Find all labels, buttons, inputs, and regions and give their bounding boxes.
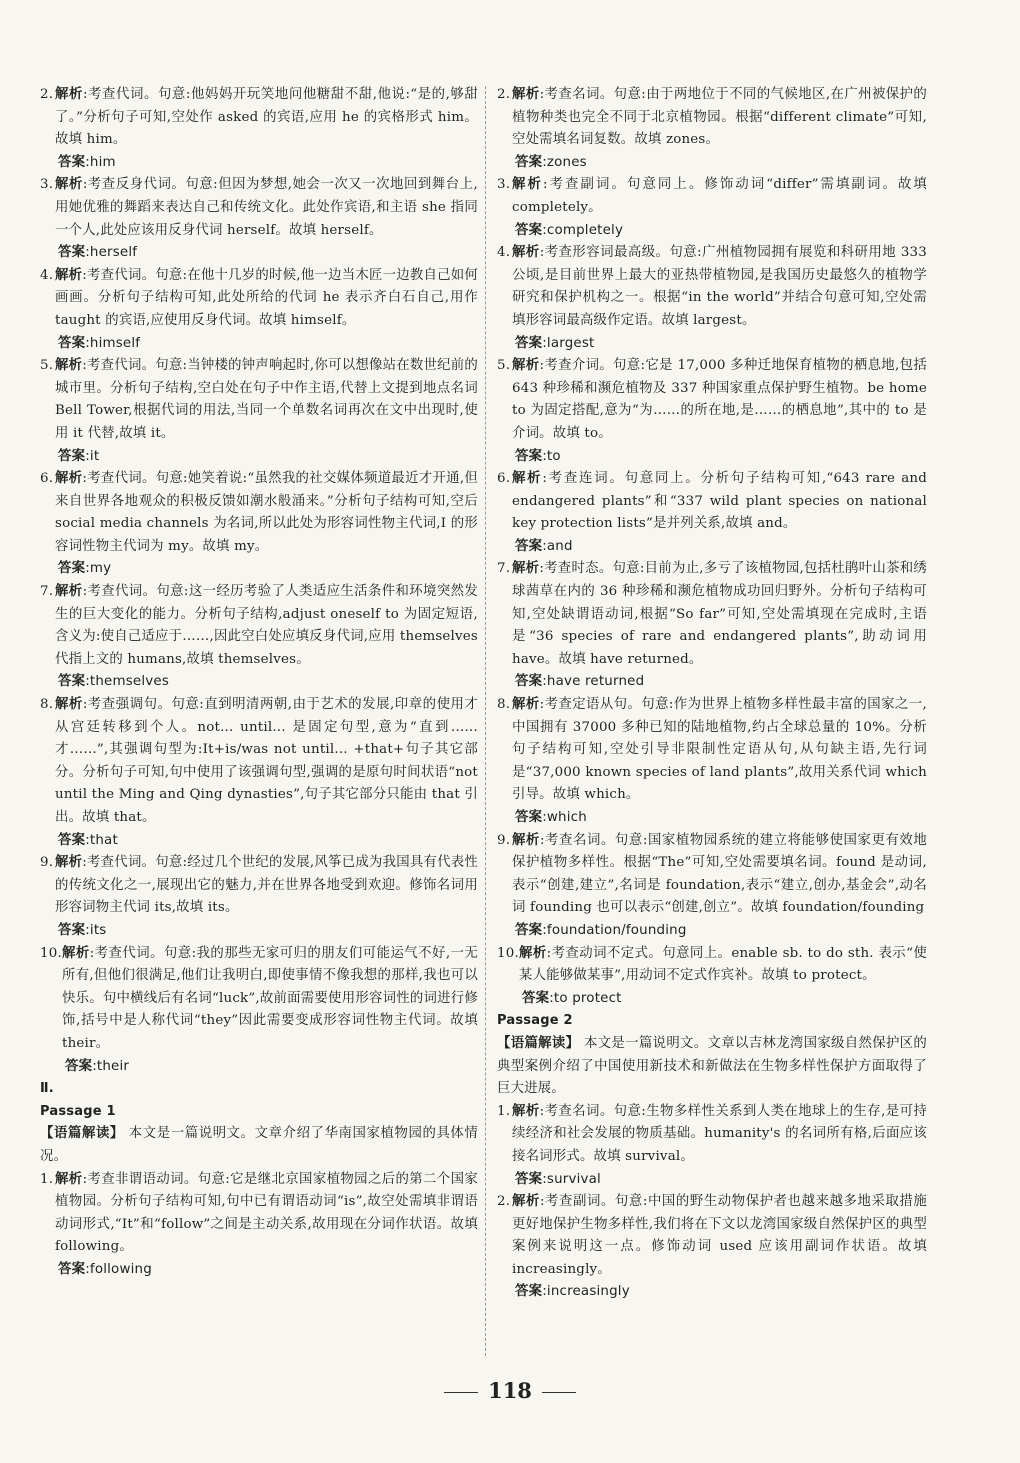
- question-item: [40, 581, 478, 671]
- answer-value: :survival: [542, 1171, 601, 1187]
- answer-line: [40, 671, 478, 694]
- analysis-text: :考查代词。句意:经过几个世纪的发展,风筝已成为我国具有代表性的传统文化之一,展现出它的魅力,并在世界各地受到欢迎。修饰名词用形容词物主代词 its,故填 its。: [55, 855, 478, 916]
- question-number: 3.: [497, 177, 511, 193]
- analysis-text: :考查代词。句意:他妈妈开玩笑地问他糖甜不甜,他说:“是的,够甜了。”分析句子可知,空处作 asked 的宾语,应用 he 的宾格形式 him。故填 him。: [55, 87, 479, 148]
- answer-line: [40, 1056, 478, 1079]
- question-number: 2.: [40, 87, 54, 102]
- answer-label: 答案: [515, 674, 543, 690]
- analysis-label: 解析: [512, 471, 543, 487]
- column-divider: [485, 86, 486, 1356]
- question-number: 2.: [497, 1194, 511, 1210]
- answer-label: 答案: [515, 154, 543, 170]
- question-item: [40, 355, 478, 445]
- analysis-label: 解析: [55, 1171, 83, 1187]
- question-number: 9.: [40, 855, 54, 871]
- page-number: [0, 1378, 1020, 1403]
- question-item: [40, 943, 478, 1056]
- analysis-label: 解析: [55, 855, 83, 871]
- question-number: 7.: [40, 584, 54, 600]
- answer-label: 答案: [515, 222, 543, 238]
- analysis-text: :考查名词。句意:生物多样性关系到人类在地球上的生存,是可持续经济和社会发展的物质基础。humanity's 的名词所有格,后面应该接名词形式。故填 survival。: [512, 1103, 927, 1164]
- question-item: [40, 694, 478, 830]
- passage-title: Passage 2: [497, 1013, 573, 1029]
- answer-value: :herself: [85, 245, 138, 261]
- answer-label: 答案: [58, 1261, 86, 1277]
- passage-title: Passage 1: [40, 1103, 116, 1119]
- analysis-text: :考查副词。句意同上。修饰动词“differ”需填副词。故填 completely。: [512, 177, 928, 215]
- answer-line: [40, 152, 478, 175]
- analysis-label: 解析: [55, 471, 83, 487]
- answer-value: :its: [85, 922, 107, 938]
- analysis-text: :考查时态。句意:目前为止,多亏了该植物园,包括杜鹃叶山茶和绣球茜草在内的 36 种珍稀和濒危植物成功回归野外。分析句子结构可知,空处缺谓语动词,根据“So far”可知,空处需填现在完成时,主语是“36 species of rare and endangered plants”,助动词用 have。故填 have returned。: [512, 561, 927, 667]
- question-number: 7.: [497, 561, 511, 577]
- answer-label: 答案: [58, 154, 86, 170]
- answer-value: :which: [542, 810, 587, 825]
- question-number: 5.: [497, 358, 511, 374]
- question-number: 4.: [497, 245, 511, 261]
- question-number: 1.: [40, 1171, 54, 1187]
- answer-line: [497, 1281, 927, 1304]
- answer-line: [497, 807, 927, 830]
- question-item: [497, 694, 927, 807]
- page-number-dash-right: [542, 1392, 576, 1393]
- analysis-text: :考查副词。句意:中国的野生动物保护者也越来越多地采取措施更好地保护生物多样性,我们将在下文以龙湾国家级自然保护区的典型案例来说明这一点。修饰动词 used 应该用副词作状语。故填 increasingly。: [512, 1194, 927, 1277]
- analysis-label: 解析: [519, 945, 547, 961]
- answer-value: :foundation/founding: [542, 922, 687, 938]
- question-item: [497, 558, 927, 671]
- answer-value: :it: [85, 448, 100, 464]
- analysis-text: :考查介词。句意:它是 17,000 多种迁地保育植物的栖息地,包括 643 种珍稀和濒危植物及 337 种国家重点保护野生植物。be home to 为固定搭配,意为“为……的所在地,是……的栖息地”,其中的 to 是介词。故填 to。: [512, 358, 927, 441]
- question-item: [497, 830, 927, 920]
- answer-label: 答案: [58, 245, 86, 261]
- question-item: [40, 1169, 478, 1259]
- answer-label: 答案: [65, 1058, 93, 1074]
- analysis-label: 解析: [512, 1103, 540, 1119]
- question-number: 4.: [40, 267, 54, 283]
- analysis-label: 解析: [55, 358, 83, 374]
- summary-text: 本文是一篇说明文。文章以吉林龙湾国家级自然保护区的典型案例介绍了中国使用新技术和新做法在生物多样性保护方面取得了巨大进展。: [497, 1035, 927, 1097]
- answer-value: :have returned: [542, 674, 645, 690]
- analysis-label: 解析: [55, 267, 83, 283]
- analysis-label: 解析: [512, 245, 540, 261]
- answer-label: 答案: [515, 448, 543, 464]
- answer-value: :himself: [85, 335, 141, 351]
- analysis-label: 解析: [55, 697, 83, 713]
- question-number: 8.: [40, 697, 54, 713]
- analysis-label: 解析: [55, 87, 83, 102]
- summary-label: 【语篇解读】: [497, 1035, 580, 1051]
- question-item: [497, 1101, 927, 1169]
- analysis-label: 解析: [62, 945, 90, 961]
- analysis-text: :考查代词。句意:这一经历考验了人类适应生活条件和环境突然发生的巨大变化的能力。分析句子结构,adjust oneself to 为固定短语,含义为:使自己适应于……,因此空白处应填反身代词,应用 themselves 代指上文的 humans,故填 themselves。: [55, 584, 478, 667]
- answer-line: [497, 446, 927, 469]
- answer-line: [497, 671, 927, 694]
- analysis-label: 解析: [512, 832, 540, 848]
- analysis-text: :考查代词。句意:我的那些无家可归的朋友们可能运气不好,一无所有,但他们很满足,他们让我明白,即使事情不像我想的那样,我也可以快乐。句中横线后有名词“luck”,故前面需要使用形容词性的词进行修饰,括号中是人称代词“they”因此需要变成形容词性物主代词。故填 their。: [62, 945, 478, 1051]
- analysis-label: 解析: [55, 584, 83, 600]
- question-number: 2.: [497, 87, 511, 102]
- analysis-text: :考查代词。句意:当钟楼的钟声响起时,你可以想像站在数世纪前的城市里。分析句子结构,空白处在句子中作主语,代替上文提到地点名词 Bell Tower,根据代词的用法,当同一个单数名词再次在文中出现时,使用 it 代替,故填 it。: [55, 358, 478, 441]
- question-item: [497, 1191, 927, 1281]
- question-number: 9.: [497, 832, 511, 848]
- answer-label: 答案: [58, 832, 86, 848]
- question-item: [40, 174, 478, 242]
- analysis-label: 解析: [512, 561, 540, 577]
- analysis-label: 解析: [512, 177, 543, 193]
- analysis-label: 解析: [55, 177, 83, 193]
- answer-line: [497, 152, 927, 175]
- analysis-text: :考查名词。句意:国家植物园系统的建立将能够使国家更有效地保护植物多样性。根据“The”可知,空处需要填名词。found 是动词,表示“创建,建立”,名词是 foundation,表示“建立,创办,基金会”,动名词 founding 也可以表示“创建,创立”。故填 foundation/founding: [512, 832, 927, 916]
- answer-value: :completely: [542, 222, 624, 238]
- analysis-label: 解析: [512, 1194, 540, 1210]
- left-column: [40, 84, 478, 1281]
- section-roman-heading: Ⅱ.: [40, 1081, 54, 1097]
- answer-value: :following: [85, 1261, 152, 1277]
- answer-value: :largest: [542, 335, 595, 351]
- analysis-label: 解析: [512, 358, 540, 374]
- analysis-text: :考查强调句。句意:直到明清两朝,由于艺术的发展,印章的使用才从宫廷转移到个人。not... until... 是固定句型,意为“直到……才……”,其强调句型为:It+is/was not until... +that+句子其它部分。分析句子可知,句中使用了该强调句型,强调的是原句时间状语“not until the Ming and Qing dynasties”,句子其它部分只能由 that 引出。故填 that。: [55, 697, 478, 825]
- analysis-text: :考查反身代词。句意:但因为梦想,她会一次又一次地回到舞台上,用她优雅的舞蹈来表达自己和传统文化。此处作宾语,和主语 she 指同一个人,此处应该用反身代词 herself。故填 herself。: [55, 177, 478, 238]
- analysis-text: :考查形容词最高级。句意:广州植物园拥有展览和科研用地 333 公顷,是目前世界上最大的亚热带植物园,是我国历史最悠久的植物学研究和保护机构之一。根据“in the world”并结合句意可知,空处需填形容词最高级作定语。故填 largest。: [512, 245, 927, 328]
- answer-line: [40, 830, 478, 853]
- analysis-text: :考查名词。句意:由于两地位于不同的气候地区,在广州被保护的植物种类也完全不同于北京植物园。根据“different climate”可知,空处需填名词复数。故填 zones。: [512, 87, 927, 148]
- analysis-text: :考查动词不定式。句意同上。enable sb. to do sth. 表示“使某人能够做某事”,用动词不定式作宾补。故填 to protect。: [519, 945, 927, 984]
- answer-label: 答案: [58, 335, 86, 351]
- question-item: [40, 852, 478, 920]
- question-item: [497, 174, 927, 219]
- answer-label: 答案: [515, 1284, 543, 1300]
- question-item: [497, 943, 927, 988]
- answer-value: :increasingly: [542, 1284, 630, 1300]
- question-number: 5.: [40, 358, 54, 374]
- question-number: 1.: [497, 1103, 511, 1119]
- answer-line: [40, 558, 478, 581]
- answer-line: [497, 988, 927, 1011]
- analysis-label: 解析: [512, 87, 540, 102]
- answer-value: :themselves: [85, 674, 169, 690]
- question-number: 3.: [40, 177, 54, 193]
- answer-value: :my: [85, 561, 112, 577]
- answer-label: 答案: [58, 922, 86, 938]
- answer-value: :him: [85, 154, 116, 170]
- answer-line: [497, 920, 927, 943]
- answer-value: :to: [542, 448, 561, 464]
- analysis-text: :考查代词。句意:在他十几岁的时候,他一边当木匠一边教自己如何画画。分析句子结构可知,此处所给的代词 he 表示齐白石自己,用作 taught 的宾语,应使用反身代词。故填 himself。: [55, 267, 478, 328]
- answer-line: [40, 333, 478, 356]
- analysis-text: :考查连词。句意同上。分析句子结构可知,“643 rare and endangered plants”和“337 wild plant species on national key protection lists”是并列关系,故填 and。: [512, 471, 927, 532]
- answer-value: :and: [542, 538, 573, 554]
- passage-summary: [497, 1033, 927, 1101]
- answer-value: :their: [92, 1058, 130, 1074]
- question-item: [40, 265, 478, 333]
- page-number-value: 118: [488, 1378, 532, 1403]
- answer-line: [40, 242, 478, 265]
- question-number: 8.: [497, 697, 511, 713]
- answer-label: 答案: [515, 538, 543, 554]
- question-item: [40, 468, 478, 558]
- summary-text: 本文是一篇说明文。文章介绍了华南国家植物园的具体情况。: [40, 1126, 479, 1164]
- page-number-dash-left: [444, 1392, 478, 1393]
- answer-value: :to protect: [549, 990, 622, 1006]
- question-item: [497, 242, 927, 332]
- answer-label: 答案: [58, 674, 86, 690]
- analysis-text: :考查非谓语动词。句意:它是继北京国家植物园之后的第二个国家植物园。分析句子结构可知,句中已有谓语动词“is”,故空处需填非谓语动词形式,“It”和“follow”之间是主动关系,故用现在分词作状语。故填 following。: [55, 1171, 478, 1255]
- summary-label: 【语篇解读】: [40, 1126, 124, 1142]
- answer-line: [40, 446, 478, 469]
- question-list: [40, 84, 478, 1078]
- analysis-text: :考查定语从句。句意:作为世界上植物多样性最丰富的国家之一,中国拥有 37000 多种已知的陆地植物,约占全球总量的 10%。分析句子结构可知,空处引导非限制性定语从句,从句缺主语,先行词是“37,000 known species of land plants”,故用关系代词 which 引导。故填 which。: [512, 697, 927, 803]
- question-item: [497, 468, 927, 536]
- question-number: 6.: [497, 471, 511, 487]
- question-item: [497, 84, 927, 152]
- question-item: [497, 355, 927, 445]
- answer-label: 答案: [515, 335, 543, 351]
- answer-line: [497, 536, 927, 559]
- answer-line: [497, 333, 927, 356]
- answer-label: 答案: [522, 990, 550, 1006]
- question-number: 10.: [40, 945, 62, 961]
- answer-line: [40, 1259, 478, 1282]
- right-column: [497, 84, 927, 1304]
- question-number: 10.: [497, 945, 519, 961]
- answer-label: 答案: [515, 810, 543, 825]
- answer-line: [497, 1169, 927, 1192]
- answer-label: 答案: [515, 1171, 543, 1187]
- answer-label: 答案: [58, 561, 86, 577]
- answer-label: 答案: [515, 922, 543, 938]
- answer-line: [40, 920, 478, 943]
- passage-summary: [40, 1123, 478, 1168]
- answer-value: :zones: [542, 154, 587, 170]
- answer-line: [497, 220, 927, 243]
- question-number: 6.: [40, 471, 54, 487]
- analysis-label: 解析: [512, 697, 540, 713]
- answer-value: :that: [85, 832, 118, 848]
- question-item: [40, 84, 478, 152]
- answer-label: 答案: [58, 448, 86, 464]
- analysis-text: :考查代词。句意:她笑着说:“虽然我的社交媒体频道最近才开通,但来自世界各地观众的积极反馈如潮水般涌来。”分析句子结构可知,空后 social media channels 为名词,所以此处为形容词性物主代词,I 的形容词性物主代词为 my。故填 my。: [55, 471, 478, 554]
